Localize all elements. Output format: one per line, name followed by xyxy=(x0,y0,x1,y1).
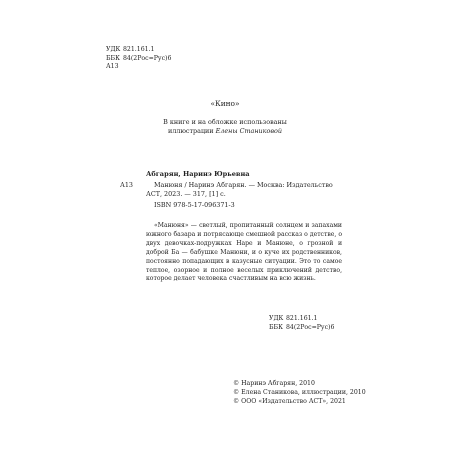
side-author-code: А13 xyxy=(120,181,133,189)
illustration-credits xyxy=(0,118,450,136)
udk-label-bottom: УДК xyxy=(269,315,284,322)
udk-value-bottom: 821.161.1 xyxy=(286,315,318,322)
isbn: ISBN 978-5-17-096371-3 xyxy=(154,201,235,209)
udk-value: 821.161.1 xyxy=(123,46,155,53)
bbk-value: 84(2Рос=Рус)6 xyxy=(123,54,172,62)
udk-row xyxy=(106,46,171,55)
bbk-label: ББК xyxy=(106,54,120,62)
copyright-line: © Елена Станикова, иллюстрации, 2010 xyxy=(233,388,366,396)
bbk-label-bottom: ББК xyxy=(269,323,283,331)
author-code-row xyxy=(106,63,171,72)
bibliographic-record: Манюня / Наринэ Абгарян. — Москва: Издательство АСТ, 2023. — 317, [1] с. xyxy=(146,181,333,198)
credits-prefix: иллюстрации xyxy=(167,126,216,135)
annotation: «Манюня» — светлый, пропитанный солнцем и запахами южного базара и потрясающе смешной рассказ о детстве, о двух девочках-подружках Наре и Манюне, о грозной и доброй Ба — бабушке Манюни, и о куче их родственников, постоянно попадающих в казусные ситуации. Это то самое теплое, озорное и полное веселых приключений детство, которое делает человека счастливым на всю жизнь. xyxy=(146,222,342,283)
copyright-line: © Наринэ Абгарян, 2010 xyxy=(233,380,315,387)
illustrator-name: Елены Станиковой xyxy=(215,126,283,135)
bbk-row xyxy=(106,55,171,64)
copyright-block xyxy=(233,380,366,406)
credits-line-2 xyxy=(0,127,450,136)
copyright-line: © ООО «Издательство АСТ», 2021 xyxy=(233,397,346,405)
author-code: А13 xyxy=(106,63,119,71)
bbk-value-bottom: 84(2Рос=Рус)6 xyxy=(286,323,335,331)
series-title: «Кино» xyxy=(210,99,240,108)
udk-row-bottom xyxy=(269,315,334,324)
udk-label: УДК xyxy=(106,46,121,53)
bbk-row-bottom xyxy=(269,324,334,333)
credits-line-1: В книге и на обложке использованы xyxy=(163,118,287,126)
classification-bottom xyxy=(269,315,334,332)
author-heading: Абгарян, Наринэ Юрьевна xyxy=(146,170,250,178)
classification-top xyxy=(106,46,171,72)
